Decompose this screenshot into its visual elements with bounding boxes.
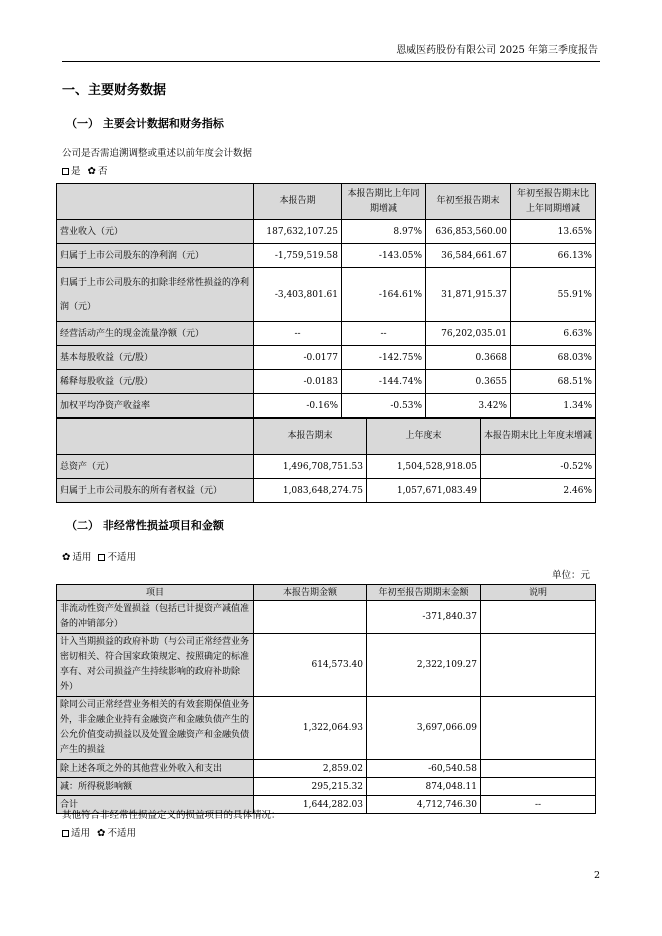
row-label: 营业收入（元） [57,220,254,244]
key-financial-table [56,183,596,418]
table2-header-item: 项目 [57,585,254,601]
table-row [57,322,596,346]
cell-value: 1,644,282.03 [254,796,367,814]
cell-value: 4,712,746.30 [367,796,481,814]
cell-value: -0.16% [254,394,342,418]
option-no-label: 否 [97,166,108,177]
empty-checkbox-icon[interactable] [62,830,69,837]
table-row [57,394,596,418]
row-label: 稀释每股收益（元/股） [57,370,254,394]
nonrecurring-options [62,552,136,564]
row-label: 归属于上市公司股东的所有者权益（元） [57,479,254,503]
cell-value: 295,215.32 [254,778,367,796]
cell-value: -- [481,796,596,814]
cell-value: 187,632,107.25 [254,220,342,244]
row-label: 归属于上市公司股东的扣除非经常性损益的净利润（元） [57,268,254,322]
row-label: 基本每股收益（元/股） [57,346,254,370]
table1-header-blank [57,184,254,220]
table1b-header-change: 本报告期末比上年度末增减 [481,419,596,455]
table1b-header-period-end: 本报告期末 [254,419,367,455]
table1b-header-last-year-end: 上年度末 [367,419,481,455]
empty-checkbox-icon[interactable] [62,168,69,175]
cell-value [254,601,367,634]
table-row [57,760,596,778]
table-row [57,778,596,796]
cell-value: -371,840.37 [367,601,481,634]
cell-value: -0.53% [342,394,426,418]
cell-value: 68.03% [511,346,596,370]
cell-value: -- [342,322,426,346]
empty-checkbox-icon[interactable] [98,554,105,561]
cell-value: -1,759,519.58 [254,244,342,268]
subsection-title-accounting-data: （一） 主要会计数据和财务指标 [66,117,224,130]
other-items-options [62,828,136,840]
cell-value: 1,083,648,274.75 [254,479,367,503]
row-label: 合计 [57,796,254,814]
cell-value: -142.75% [342,346,426,370]
cell-value: -0.0177 [254,346,342,370]
cell-value: 36,584,661.67 [426,244,511,268]
cell-value: 2,859.02 [254,760,367,778]
balance-table [56,418,596,503]
cell-value [481,778,596,796]
subsection-title-nonrecurring: （二） 非经常性损益项目和金额 [66,519,224,532]
nonrecurring-table [56,584,596,814]
cell-value: 1,504,528,918.05 [367,455,481,479]
header-divider [62,61,600,62]
cell-value: -3,403,801.61 [254,268,342,322]
row-label: 除上述各项之外的其他营业外收入和支出 [57,760,254,778]
table-row [57,268,596,322]
restatement-question: 公司是否需追溯调整或重述以前年度会计数据 [62,148,253,159]
star-checkbox-icon[interactable]: ✿ [62,552,71,563]
row-label: 减：所得税影响额 [57,778,254,796]
cell-value: -164.61% [342,268,426,322]
row-label: 计入当期损益的政府补助（与公司正常经营业务密切相关、符合国家政策规定、按照确定的标准享有、对公司损益产生持续影响的政府补助除外） [57,634,254,697]
star-checkbox-icon[interactable]: ✿ [97,828,106,839]
table-row [57,697,596,760]
cell-value: -60,540.58 [367,760,481,778]
cell-value: 68.51% [511,370,596,394]
table1-header-current: 本报告期 [254,184,342,220]
option-applicable-label: 适用 [72,552,92,563]
row-label: 除同公司正常经营业务相关的有效套期保值业务外，非金融企业持有金融资产和金融负债产生的公允价值变动损益以及处置金融资产和金融负债产生的损益 [57,697,254,760]
cell-value: 874,048.11 [367,778,481,796]
cell-value: 8.97% [342,220,426,244]
option-not-applicable-label: 不适用 [107,828,136,839]
cell-value: 6.63% [511,322,596,346]
cell-value: -144.74% [342,370,426,394]
table-row [57,455,596,479]
option-yes-label: 是 [71,166,81,177]
table-row [57,479,596,503]
row-label: 经营活动产生的现金流量净额（元） [57,322,254,346]
option-not-applicable-label: 不适用 [107,552,136,563]
option-applicable-label: 适用 [71,828,91,839]
cell-value [481,760,596,778]
table1-header-ytd-yoy: 年初至报告期末比上年同期增减 [511,184,596,220]
cell-value: -- [254,322,342,346]
cell-value: 636,853,560.00 [426,220,511,244]
row-label: 非流动性资产处置损益（包括已计提资产减值准备的冲销部分） [57,601,254,634]
table2-header-current: 本报告期金额 [254,585,367,601]
row-label: 加权平均净资产收益率 [57,394,254,418]
cell-value: 0.3668 [426,346,511,370]
cell-value: 1.34% [511,394,596,418]
cell-value: 3,697,066.09 [367,697,481,760]
cell-value: -0.0183 [254,370,342,394]
cell-value: -0.52% [481,455,596,479]
cell-value: 1,057,671,083.49 [367,479,481,503]
cell-value: 55.91% [511,268,596,322]
table-row [57,370,596,394]
table2-header-ytd: 年初至报告期期末金额 [367,585,481,601]
cell-value: 2,322,109.27 [367,634,481,697]
cell-value: 13.65% [511,220,596,244]
cell-value [481,697,596,760]
report-header: 恩威医药股份有限公司 2025 年第三季度报告 [396,45,598,56]
cell-value [481,634,596,697]
section-title-financial-data: 一、主要财务数据 [62,83,167,98]
star-checkbox-icon[interactable]: ✿ [87,166,96,177]
page-number: 2 [594,870,601,881]
other-items-note: 其他符合非经常性损益定义的损益项目的具体情况： [62,810,281,821]
cell-value: 3.42% [426,394,511,418]
restatement-options [62,166,107,178]
table1b-header-blank [57,419,254,455]
table-row [57,346,596,370]
table2-header-note: 说明 [481,585,596,601]
table1-header-current-yoy: 本报告期比上年同期增减 [342,184,426,220]
cell-value: 614,573.40 [254,634,367,697]
cell-value [481,601,596,634]
table-row [57,220,596,244]
table-row [57,601,596,634]
cell-value: 76,202,035.01 [426,322,511,346]
cell-value: 31,871,915.37 [426,268,511,322]
cell-value: 0.3655 [426,370,511,394]
row-label: 归属于上市公司股东的净利润（元） [57,244,254,268]
table-row [57,244,596,268]
table-row [57,634,596,697]
table1-header-ytd: 年初至报告期末 [426,184,511,220]
cell-value: 2.46% [481,479,596,503]
cell-value: -143.05% [342,244,426,268]
unit-label: 单位：元 [551,570,590,581]
cell-value: 1,496,708,751.53 [254,455,367,479]
cell-value: 1,322,064.93 [254,697,367,760]
row-label: 总资产（元） [57,455,254,479]
cell-value: 66.13% [511,244,596,268]
